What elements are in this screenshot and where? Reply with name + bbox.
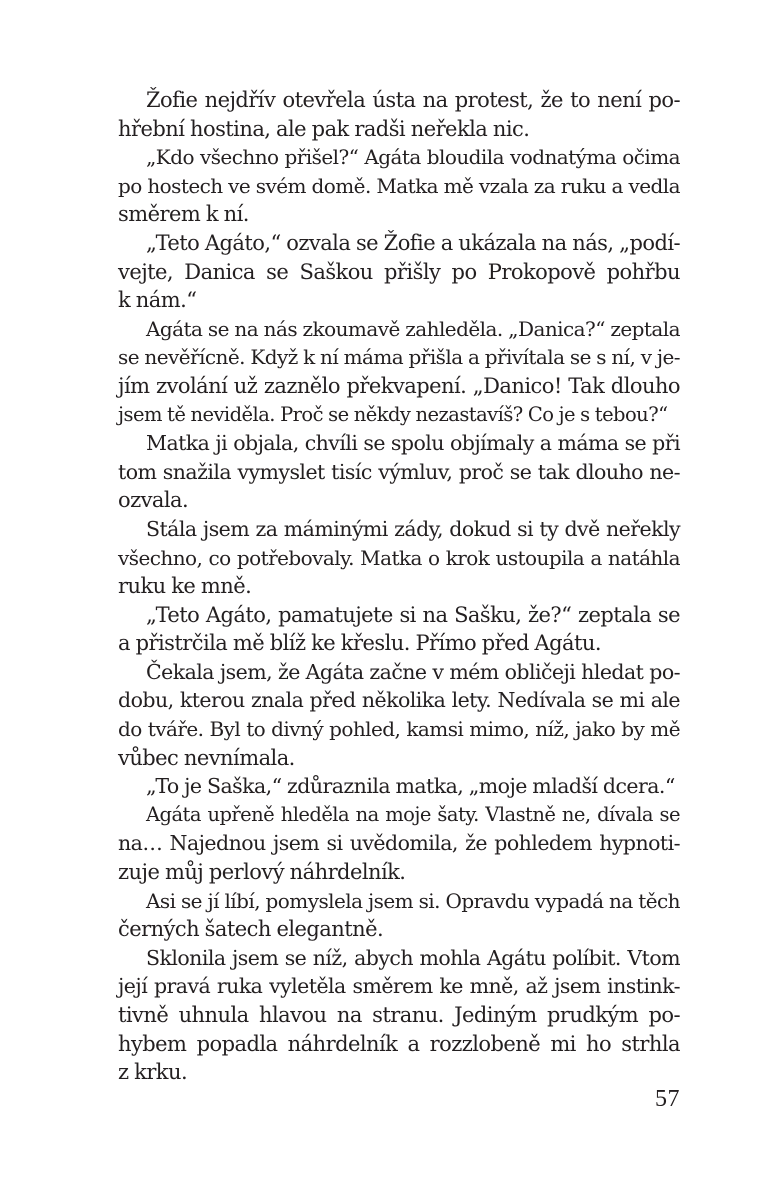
text-line: tivně uhnula hlavou na stranu. Jediným prudkým po- xyxy=(118,1003,680,1027)
text-line: „Kdo všechno přišel?“ Agáta bloudila vodnatýma očima xyxy=(146,145,680,170)
text-line: do tváře. Byl to divný pohled, kamsi mimo, níž, jako by mě xyxy=(118,717,680,742)
text-line: Stála jsem za máminými zády, dokud si ty dvě neřekly xyxy=(146,516,680,541)
text-line: jím zvolání už zaznělo překvapení. „Danico! Tak dlouho xyxy=(118,373,680,398)
text-line: Žofie nejdřív otevřela ústa na protest, že to není po- xyxy=(146,88,680,112)
text-line: vejte, Danica se Saškou přišly po Prokopově pohřbu xyxy=(118,259,680,284)
text-line: její pravá ruka vyletěla směrem ke mně, až jsem instink- xyxy=(118,974,680,999)
text-line: Matka ji objala, chvíli se spolu objímaly a máma se při xyxy=(146,431,680,456)
text-line: dobu, kterou znala před několika lety. Nedívala se mi ale xyxy=(118,688,680,713)
text-line: tom snažila vymyslet tisíc výmluv, proč se tak dlouho ne- xyxy=(118,459,680,484)
text-line: zuje můj perlový náhrdelník. xyxy=(118,860,406,885)
text-line: „To je Saška,“ zdůraznila matka, „moje mladší dcera.“ xyxy=(146,774,675,799)
text-line: Asi se jí líbí, pomyslela jsem si. Opravdu vypadá na těch xyxy=(146,888,680,913)
text-line: ozvala. xyxy=(118,488,189,513)
text-line: ruku ke mně. xyxy=(118,574,252,599)
text-line: k nám.“ xyxy=(118,288,197,313)
text-line: vůbec nevnímala. xyxy=(118,745,295,770)
book-page xyxy=(118,86,680,1087)
text-line: jsem tě neviděla. Proč se někdy nezastavíš? Co je s tebou?“ xyxy=(118,402,668,426)
text-line: a přistrčila mě blíž ke křeslu. Přímo před Agátu. xyxy=(118,631,602,656)
text-line: „Teto Agáto,“ ozvala se Žofie a ukázala na nás, „podí- xyxy=(146,230,681,255)
page-number: 57 xyxy=(655,1086,680,1112)
text-line: hybem popadla náhrdelník a rozzlobeně mi ho strhla xyxy=(118,1031,680,1056)
body-text xyxy=(118,86,680,1087)
text-line: Agáta upřeně hleděla na moje šaty. Vlastně ne, dívala se xyxy=(146,802,680,826)
text-line: směrem k ní. xyxy=(118,202,249,227)
text-line: z krku. xyxy=(118,1060,188,1085)
text-line: se nevěřícně. Když k ní máma přišla a přivítala se s ní, v je- xyxy=(118,345,680,370)
text-line: „Teto Agáto, pamatujete si na Sašku, že?“ zeptala se xyxy=(146,602,680,627)
text-line: po hostech ve svém domě. Matka mě vzala za ruku a vedla xyxy=(118,173,680,198)
text-line: černých šatech elegantně. xyxy=(118,917,384,942)
text-line: všechno, co potřebovaly. Matka o krok ustoupila a natáhla xyxy=(118,545,680,570)
text-line: Čekala jsem, že Agáta začne v mém obličeji hledat po- xyxy=(146,659,680,684)
text-line: hřební hostina, ale pak radši neřekla nic. xyxy=(118,116,530,141)
text-line: Sklonila jsem se níž, abych mohla Agátu políbit. Vtom xyxy=(146,945,680,970)
text-line: na… Najednou jsem si uvědomila, že pohledem hypnoti- xyxy=(118,831,680,856)
text-line: Agáta se na nás zkoumavě zahleděla. „Danica?“ zeptala xyxy=(146,316,680,341)
